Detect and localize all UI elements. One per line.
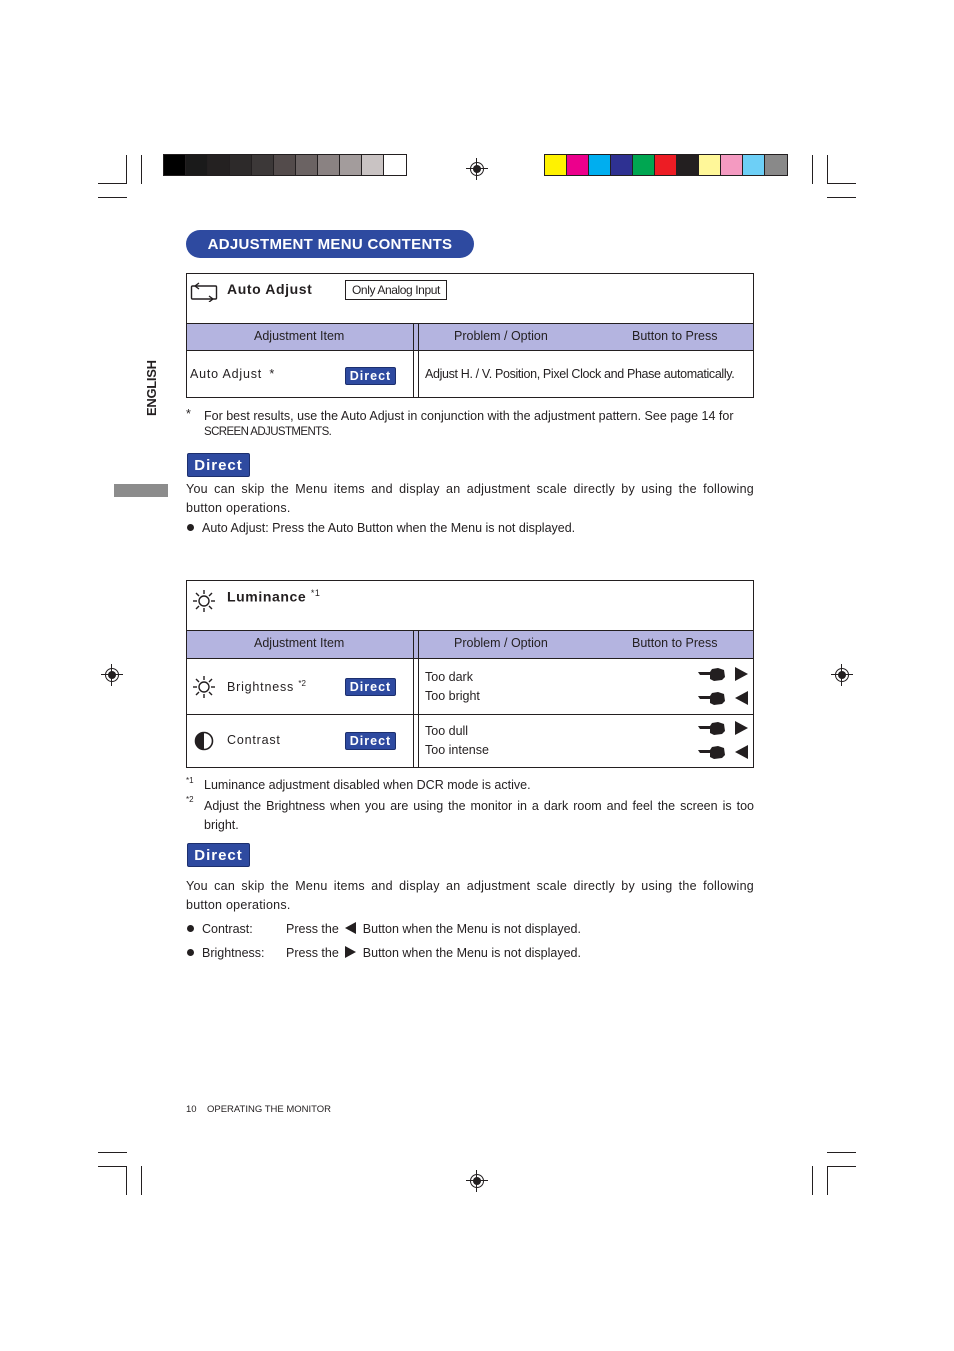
sun-icon xyxy=(192,589,216,613)
language-tab xyxy=(114,484,168,497)
crop-mark xyxy=(827,1152,856,1153)
direct-heading-badge: Direct xyxy=(187,453,250,477)
crop-mark xyxy=(827,183,856,184)
footer-section: OPERATING THE MONITOR xyxy=(207,1104,332,1115)
registration-mark-icon xyxy=(466,158,488,180)
row-divider xyxy=(187,714,753,715)
page-title: ADJUSTMENT MENU CONTENTS xyxy=(186,230,474,258)
crop-mark xyxy=(141,1166,142,1195)
footnote-mark: *2 xyxy=(186,795,194,804)
section-name: Auto Adjust xyxy=(227,281,313,297)
column-divider xyxy=(413,323,414,398)
column-divider xyxy=(413,630,414,768)
bullet-text: Auto Adjust: Press the Auto Button when the Menu is not displayed. xyxy=(202,521,576,535)
auto-adjust-icon xyxy=(190,282,218,302)
pointing-hand-icon xyxy=(698,744,726,760)
crop-mark xyxy=(827,197,856,198)
option-too-dark: Too dark xyxy=(425,670,473,684)
direct-bullet-brightness xyxy=(187,946,581,960)
gray-swatch xyxy=(186,155,208,175)
left-arrow-icon xyxy=(735,745,748,759)
gray-swatch xyxy=(164,155,186,175)
direct-heading-badge: Direct xyxy=(187,843,250,867)
contrast-label: Contrast xyxy=(227,733,281,747)
column-header-button: Button to Press xyxy=(632,329,718,343)
direct-badge: Direct xyxy=(345,732,396,750)
option-too-dull: Too dull xyxy=(425,724,469,738)
color-swatch xyxy=(545,155,567,175)
gray-swatch xyxy=(384,155,406,175)
analog-only-tag: Only Analog Input xyxy=(345,280,447,300)
footnote-mark: * xyxy=(269,367,275,381)
column-divider xyxy=(418,630,419,768)
direct-description: You can skip the Menu items and display an adjustment scale directly by using the following button operations. xyxy=(186,879,754,912)
gray-swatch xyxy=(208,155,230,175)
crop-mark xyxy=(812,1166,813,1195)
crop-mark xyxy=(98,1152,127,1153)
column-header-item: Adjustment Item xyxy=(254,329,345,343)
language-label: ENGLISH xyxy=(144,360,159,416)
color-swatch xyxy=(765,155,787,175)
color-swatch xyxy=(589,155,611,175)
gray-swatch xyxy=(230,155,252,175)
footnote-text: Luminance adjustment disabled when DCR mode is active. xyxy=(204,778,531,792)
footnote-text-continued: SCREEN ADJUSTMENTS. xyxy=(204,426,332,438)
crop-mark xyxy=(827,1166,828,1195)
crop-mark xyxy=(126,1166,127,1195)
pointing-hand-icon xyxy=(698,690,726,706)
bullet-pre: Press the xyxy=(286,946,339,960)
gray-swatch xyxy=(296,155,318,175)
brightness-label xyxy=(227,679,306,694)
direct-bullet xyxy=(187,521,575,535)
footnote-mark: *1 xyxy=(310,588,321,598)
crop-mark xyxy=(98,197,127,198)
contrast-icon xyxy=(194,731,214,751)
pointing-hand-icon xyxy=(698,666,726,682)
color-swatch xyxy=(743,155,765,175)
crop-mark xyxy=(98,183,127,184)
registration-mark-icon xyxy=(101,664,123,686)
gray-swatch xyxy=(274,155,296,175)
crop-mark xyxy=(827,1166,856,1167)
bullet-label: Brightness: xyxy=(202,946,265,960)
sun-icon xyxy=(192,675,216,699)
right-arrow-icon xyxy=(735,721,748,735)
bullet-post: Button when the Menu is not displayed. xyxy=(362,946,581,960)
color-swatch xyxy=(699,155,721,175)
left-arrow-icon xyxy=(345,922,356,934)
footnote-text: Adjust the Brightness when you are using the monitor in a dark room and feel the screen is too bright. xyxy=(204,799,754,832)
gray-swatch xyxy=(318,155,340,175)
option-too-bright: Too bright xyxy=(425,689,480,703)
direct-bullet-contrast xyxy=(187,922,581,936)
bullet-icon xyxy=(187,925,194,932)
gray-swatch xyxy=(252,155,274,175)
column-header-problem: Problem / Option xyxy=(454,636,548,650)
footnote-mark: * xyxy=(186,407,191,421)
color-swatch xyxy=(611,155,633,175)
adjustment-item-label xyxy=(190,367,275,381)
registration-mark-icon xyxy=(831,664,853,686)
footnote-text: For best results, use the Auto Adjust in conjunction with the adjustment pattern. See page 14 for xyxy=(204,409,734,423)
section-name-text: Luminance xyxy=(227,588,307,605)
option-too-intense: Too intense xyxy=(425,743,489,757)
color-swatch xyxy=(721,155,743,175)
crop-mark xyxy=(827,155,828,184)
column-header-item: Adjustment Item xyxy=(254,636,345,650)
direct-description: You can skip the Menu items and display an adjustment scale directly by using the following button operations. xyxy=(186,482,754,515)
item-name: Auto Adjust xyxy=(190,367,263,381)
bullet-pre: Press the xyxy=(286,922,339,936)
left-arrow-icon xyxy=(735,691,748,705)
item-name: Brightness xyxy=(227,680,295,695)
bullet-post: Button when the Menu is not displayed. xyxy=(362,922,581,936)
color-swatch xyxy=(677,155,699,175)
crop-mark xyxy=(812,155,813,184)
registration-mark-icon xyxy=(466,1170,488,1192)
footnote-mark: *2 xyxy=(298,679,306,688)
color-bar xyxy=(544,154,788,176)
right-arrow-icon xyxy=(735,667,748,681)
direct-badge: Direct xyxy=(345,678,396,696)
column-header-problem: Problem / Option xyxy=(454,329,548,343)
color-swatch xyxy=(567,155,589,175)
gray-scale-bar xyxy=(163,154,407,176)
gray-swatch xyxy=(362,155,384,175)
bullet-icon xyxy=(187,949,194,956)
color-swatch xyxy=(655,155,677,175)
footnote-mark: *1 xyxy=(186,776,194,785)
color-swatch xyxy=(633,155,655,175)
gray-swatch xyxy=(340,155,362,175)
crop-mark xyxy=(126,155,127,184)
option-description: Adjust H. / V. Position, Pixel Clock and Phase automatically. xyxy=(425,367,735,381)
bullet-icon xyxy=(187,524,194,531)
column-divider xyxy=(418,323,419,398)
column-header-button: Button to Press xyxy=(632,636,718,650)
bullet-label: Contrast: xyxy=(202,922,253,936)
crop-mark xyxy=(98,1166,127,1167)
section-name xyxy=(227,588,321,605)
pointing-hand-icon xyxy=(698,720,726,736)
crop-mark xyxy=(141,155,142,184)
direct-badge: Direct xyxy=(345,367,396,385)
page-number: 10 xyxy=(186,1104,197,1115)
right-arrow-icon xyxy=(345,946,356,958)
